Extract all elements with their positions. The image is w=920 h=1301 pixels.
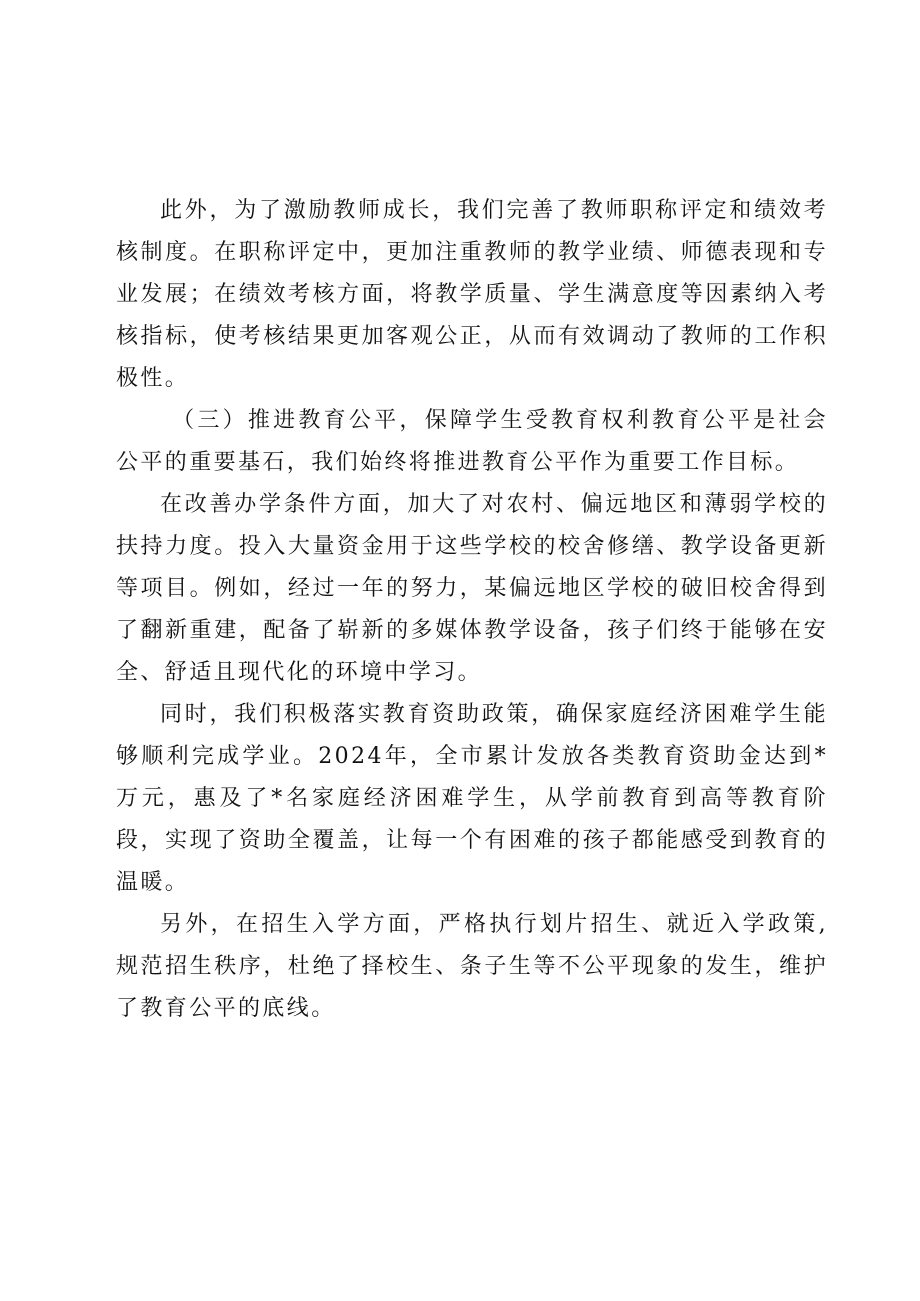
paragraph-teacher-incentives: 此外，为了激励教师成长，我们完善了教师职称评定和绩效考核制度。在职称评定中，更加注重教师的教学业绩、师德表现和专业发展；在绩效考核方面，将教学质量、学生满意度等因素纳入考核指标，使考核结果更加客观公正，从而有效调动了教师的工作积极性。 [116, 198, 828, 391]
paragraph-enrollment: 另外，在招生入学方面，严格执行划片招生、就近入学政策,规范招生秩序，杜绝了择校生、条子生等不公平现象的发生，维护了教育公平的底线。 [116, 912, 828, 1021]
paragraph-school-conditions: 在改善办学条件方面，加大了对农村、偏远地区和薄弱学校的扶持力度。投入大量资金用于这些学校的校舍修缮、教学设备更新等项目。例如，经过一年的努力，某偏远地区学校的破旧校舍得到了翻新重建，配备了崭新的多媒体教学设备，孩子们终于能够在安全、舒适且现代化的环境中学习。 [116, 492, 828, 685]
section-heading-education-equity: （三）推进教育公平，保障学生受教育权利教育公平是社会公平的重要基石，我们始终将推进教育公平作为重要工作目标。 [116, 408, 828, 475]
document-body [116, 190, 828, 1030]
paragraph-financial-aid: 同时，我们积极落实教育资助政策，确保家庭经济困难学生能够顺利完成学业。2024年，全市累计发放各类教育资助金达到*万元，惠及了*名家庭经济困难学生，从学前教育到高等教育阶段，实现了资助全覆盖，让每一个有困难的孩子都能感受到教育的温暖。 [116, 702, 828, 895]
